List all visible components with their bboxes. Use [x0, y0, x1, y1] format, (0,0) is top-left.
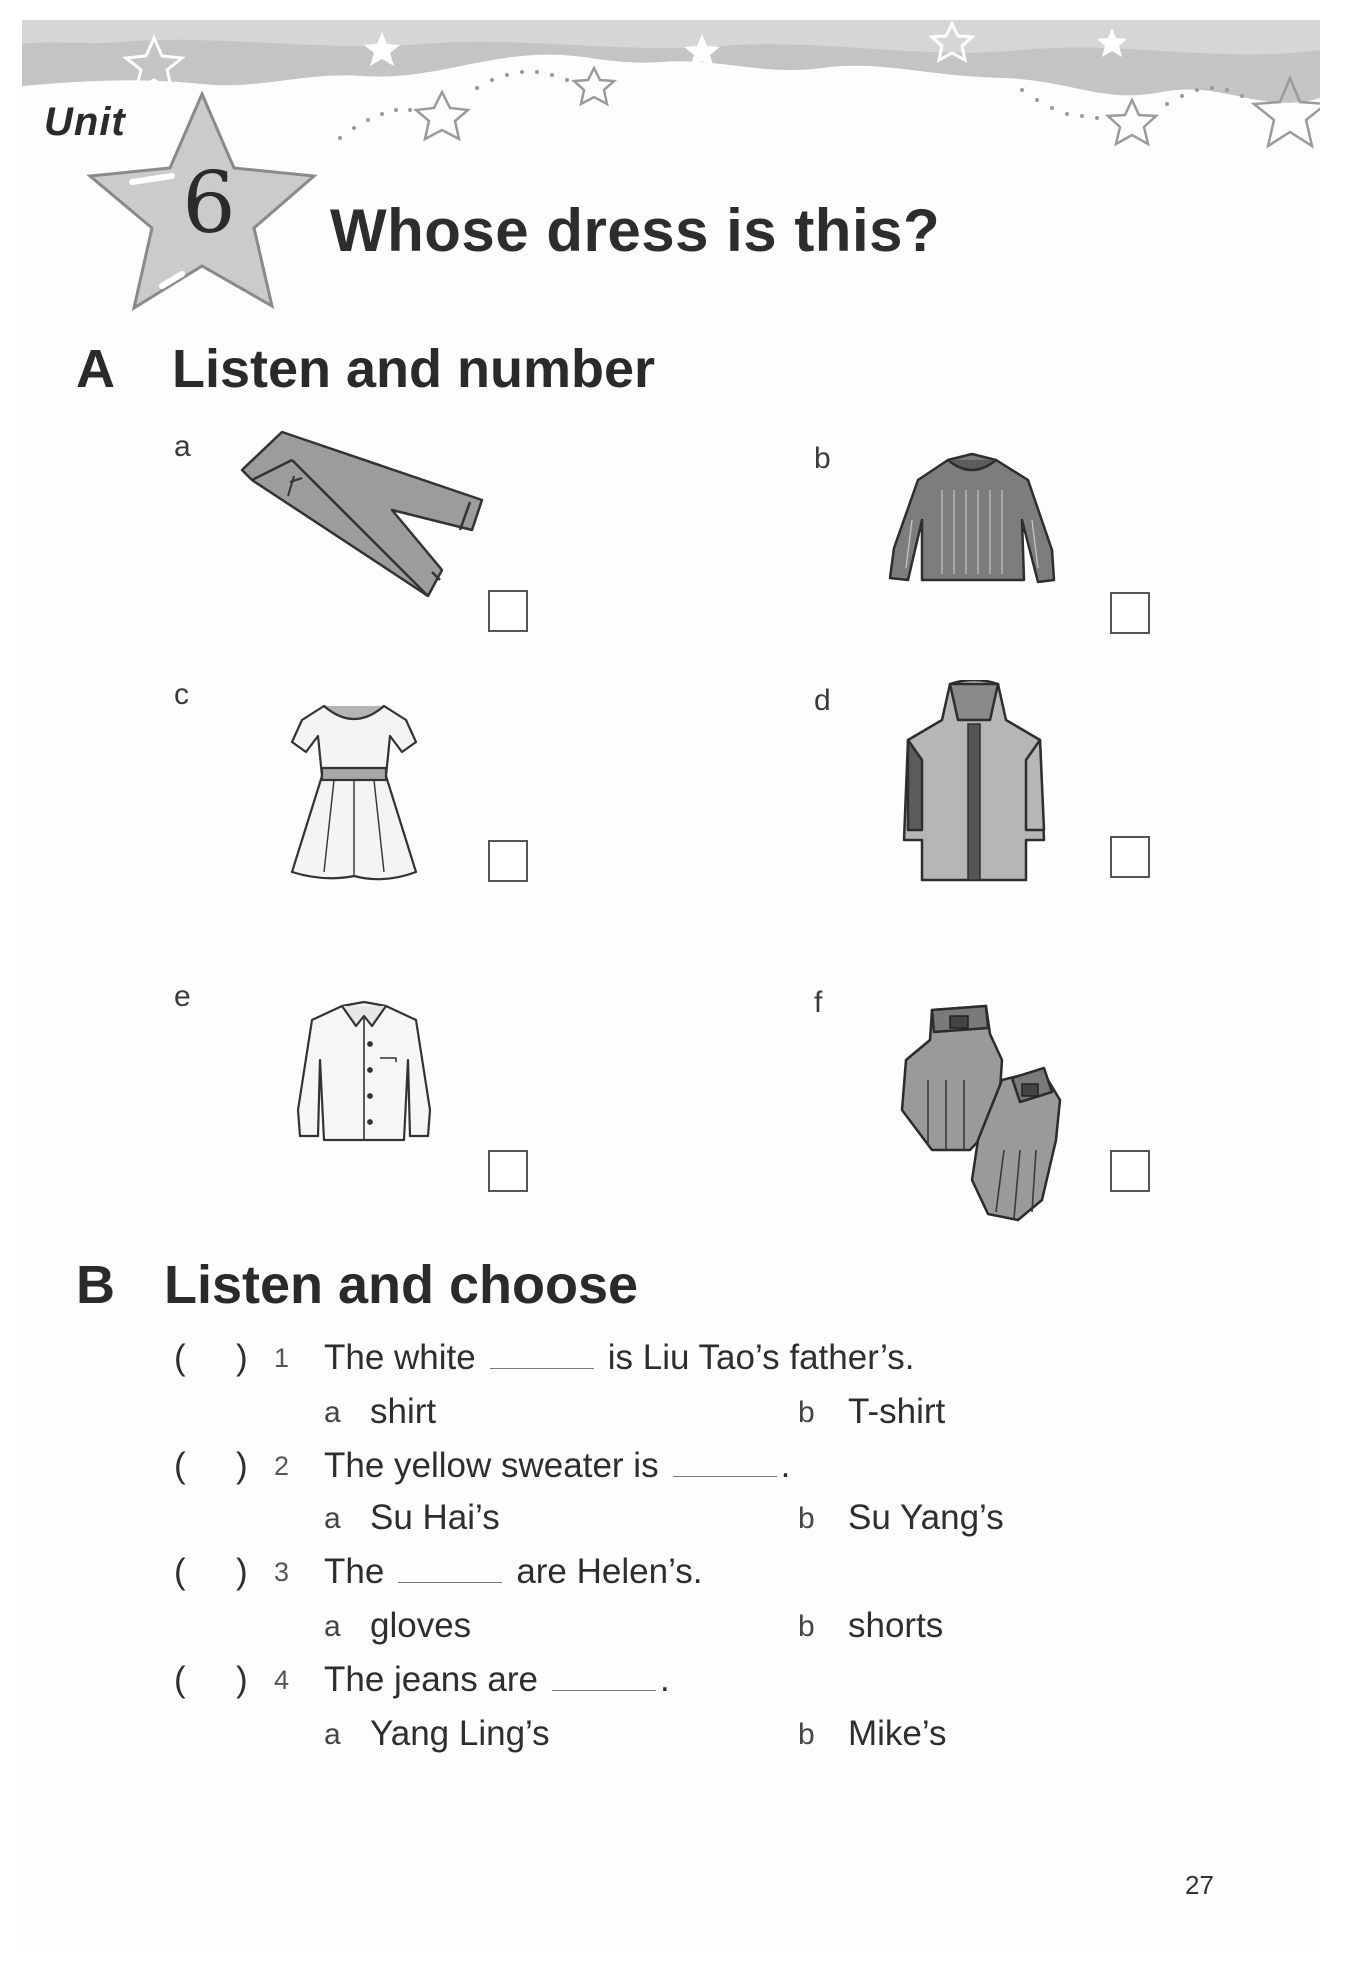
question-text: The yellow sweater is . — [324, 1446, 791, 1485]
gloves-icon — [892, 1000, 1082, 1230]
option-b-letter: b — [798, 1396, 815, 1429]
option-a[interactable]: Su Hai’s — [370, 1498, 500, 1537]
answer-paren-open: ( — [174, 1552, 186, 1591]
item-e-letter: e — [174, 980, 191, 1013]
answer-box-d[interactable] — [1110, 836, 1150, 878]
section-a-letter: A — [76, 339, 115, 399]
item-f-letter: f — [814, 986, 823, 1019]
item-b-letter: b — [814, 442, 831, 475]
question-number: 2 — [274, 1451, 290, 1481]
question-text: The white is Liu Tao’s father’s. — [324, 1338, 915, 1377]
answer-paren-open: ( — [174, 1660, 186, 1699]
answer-box-b[interactable] — [1110, 592, 1150, 634]
option-b[interactable]: Su Yang’s — [848, 1498, 1004, 1537]
section-b-heading: Listen and choose — [164, 1255, 639, 1315]
sweater-icon — [882, 450, 1062, 595]
unit-label: Unit — [44, 100, 126, 144]
answer-paren-close: ) — [236, 1338, 248, 1377]
shirt-icon — [284, 1000, 444, 1150]
unit-number: 6 — [182, 154, 236, 252]
option-a[interactable]: gloves — [370, 1606, 472, 1645]
answer-paren-open: ( — [174, 1338, 186, 1377]
blank-line — [673, 1448, 777, 1477]
answer-paren-close: ) — [236, 1446, 248, 1485]
option-b[interactable]: shorts — [848, 1606, 944, 1645]
question-number: 4 — [274, 1665, 290, 1695]
answer-paren-open: ( — [174, 1446, 186, 1485]
page-title: Whose dress is this? — [330, 197, 941, 264]
trousers-icon — [232, 430, 492, 610]
answer-box-a[interactable] — [488, 590, 528, 632]
answer-box-f[interactable] — [1110, 1150, 1150, 1192]
blank-line — [552, 1662, 656, 1691]
option-a-letter: a — [324, 1502, 341, 1535]
option-a-letter: a — [324, 1610, 341, 1643]
option-a[interactable]: shirt — [370, 1392, 437, 1431]
item-a-letter: a — [174, 430, 191, 463]
page-number: 27 — [1185, 1870, 1214, 1900]
workbook-page — [22, 20, 1320, 1950]
answer-box-c[interactable] — [488, 840, 528, 882]
item-d-letter: d — [814, 684, 831, 717]
answer-paren-close: ) — [236, 1660, 248, 1699]
question-text: The are Helen’s. — [324, 1552, 703, 1591]
option-b[interactable]: Mike’s — [848, 1714, 947, 1753]
question-number: 3 — [274, 1557, 290, 1587]
item-c-letter: c — [174, 678, 189, 711]
blank-line — [490, 1340, 594, 1369]
option-a-letter: a — [324, 1718, 341, 1751]
option-b-letter: b — [798, 1610, 815, 1643]
question-text: The jeans are . — [324, 1660, 670, 1699]
option-a[interactable]: Yang Ling’s — [370, 1714, 550, 1753]
answer-box-e[interactable] — [488, 1150, 528, 1192]
dress-icon — [284, 696, 424, 886]
question-number: 1 — [274, 1343, 290, 1373]
coat-icon — [894, 680, 1054, 900]
section-b-letter: B — [76, 1255, 115, 1315]
option-b[interactable]: T-shirt — [848, 1392, 946, 1431]
option-b-letter: b — [798, 1502, 815, 1535]
blank-line — [398, 1554, 502, 1583]
answer-paren-close: ) — [236, 1552, 248, 1591]
option-a-letter: a — [324, 1396, 341, 1429]
option-b-letter: b — [798, 1718, 815, 1751]
section-a-heading: Listen and number — [172, 339, 656, 399]
